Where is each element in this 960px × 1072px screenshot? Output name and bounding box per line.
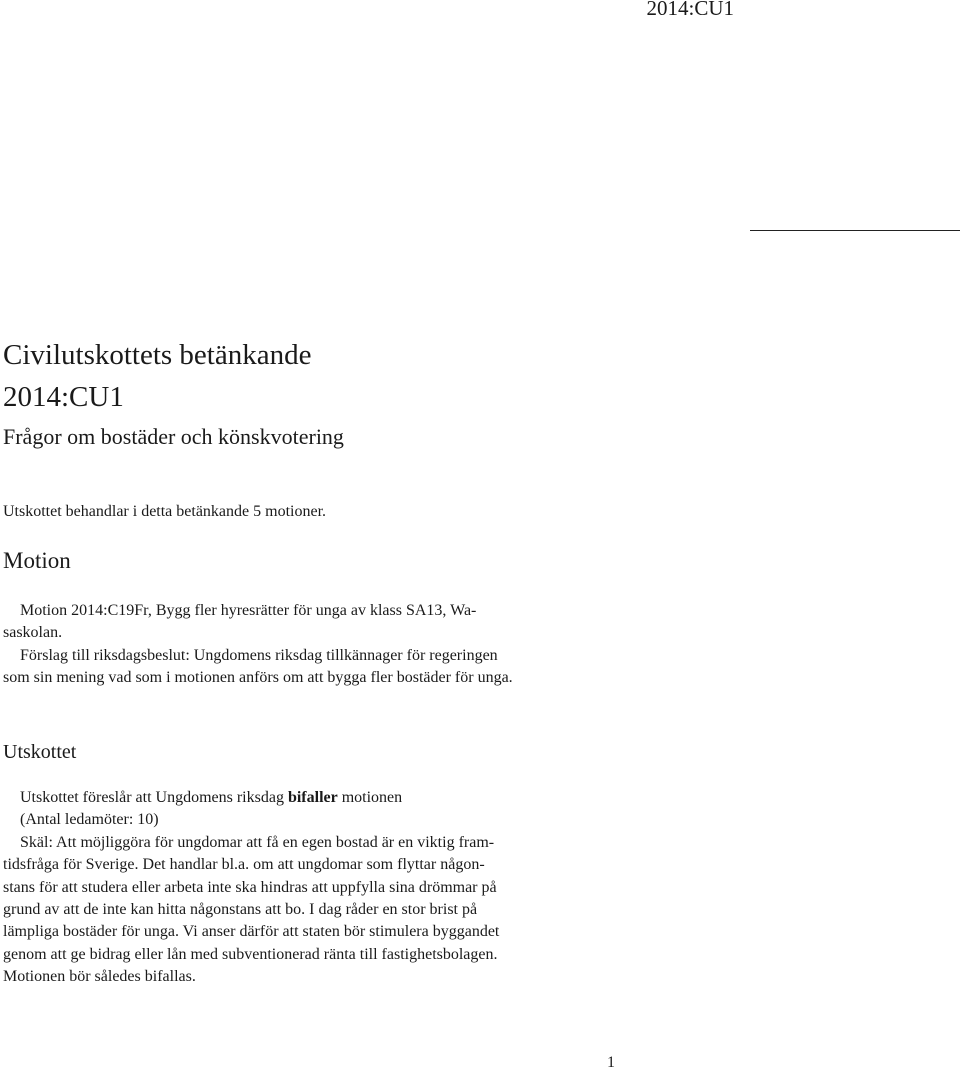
reason-line-1: Skäl: Att möjliggöra för ungdomar att få en egen bostad är en viktig fram- (20, 833, 495, 851)
motion-title-line-2: saskolan. (3, 624, 63, 642)
header-reference: 2014:CU1 (646, 0, 734, 20)
document-number: 2014:CU1 (3, 381, 124, 413)
motion-proposal-line-1: Förslag till riksdagsbeslut: Ungdomens riksdag tillkännager för regeringen (20, 646, 498, 664)
reason-line-4: grund av att de inte kan hitta någonstans att bo. I dag råder en stor brist på (3, 901, 478, 919)
motion-heading: Motion (3, 548, 71, 573)
proposal-decision: bifaller (287, 789, 338, 806)
utskottet-block (3, 787, 528, 989)
reason-line-3: stans för att studera eller arbeta inte ska hindras att uppfylla sina drömmar på (3, 878, 497, 896)
page-number: 1 (607, 1054, 615, 1071)
motion-block (3, 600, 528, 690)
utskottet-heading: Utskottet (3, 741, 77, 763)
reason-line-2: tidsfråga för Sverige. Det handlar bl.a. om att ungdomar som flyttar någon- (3, 856, 485, 874)
intro-text: Utskottet behandlar i detta betänkande 5 motioner. (3, 503, 327, 520)
reason-line-7: Motionen bör således bifallas. (3, 968, 196, 986)
reason-line-6: genom att ge bidrag eller lån med subventionerad ränta till fastighetsbolagen. (3, 945, 498, 963)
motion-title-line-1: Motion 2014:C19Fr, Bygg fler hyresrätter för unga av klass SA13, Wa- (20, 602, 477, 619)
utskottet-members: (Antal ledamöter: 10) (20, 811, 159, 829)
document-subtitle: Frågor om bostäder och könskvotering (3, 424, 344, 449)
reason-line-5: lämpliga bostäder för unga. Vi anser därför att staten bör stimulera byggandet (3, 923, 500, 941)
motion-proposal-line-2: som sin mening vad som i motionen anförs om att bygga fler bostäder för unga. (3, 669, 513, 687)
proposal-prefix: Utskottet föreslår att Ungdomens riksdag (20, 789, 288, 806)
utskottet-proposal (3, 787, 528, 809)
header-rule (750, 230, 960, 231)
document-title: Civilutskottets betänkande (3, 339, 312, 371)
proposal-suffix: motionen (337, 789, 403, 806)
